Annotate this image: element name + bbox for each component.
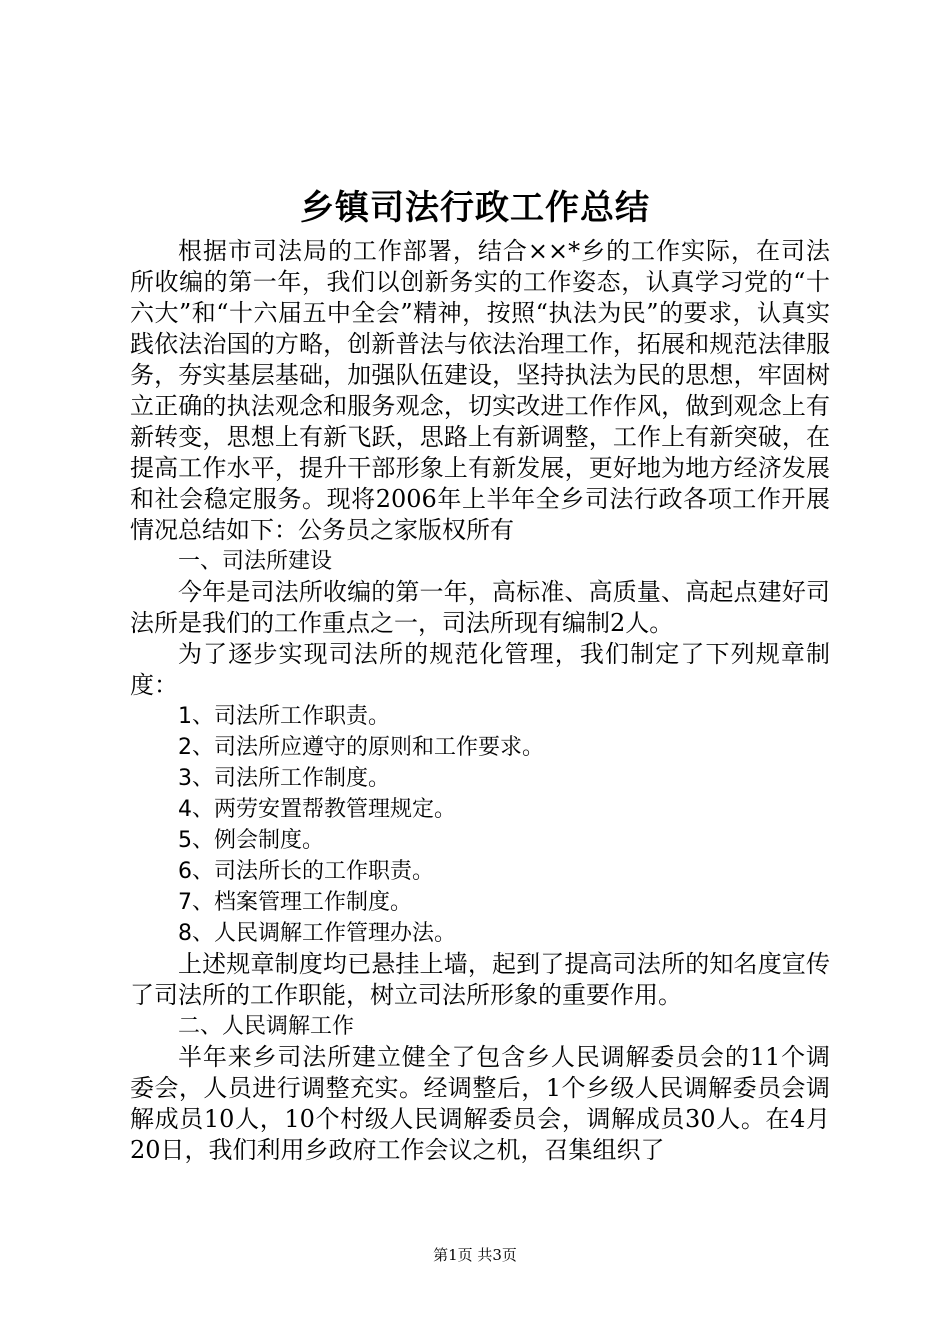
rule-item: 3、司法所工作制度。 — [178, 766, 390, 791]
rule-item: 2、司法所应遵守的原则和工作要求。 — [178, 735, 544, 760]
paragraph-mediation: 半年来乡司法所建立健全了包含乡人民调解委员会的11个调委会，人员进行调整充实。经调整后，1个乡级人民调解委员会调解成员10人，10个村级人民调解委员会，调解成员30人。在4月20日，我们利用乡政府工作会议之机，召集组织了 — [130, 1043, 830, 1164]
rule-item: 4、两劳安置帮教管理规定。 — [178, 797, 456, 822]
page-number-footer: 第1页 共3页 — [433, 1246, 517, 1264]
section-heading-mediation: 二、人民调解工作 — [178, 1014, 355, 1039]
paragraph-office-construction: 今年是司法所收编的第一年，高标准、高质量、高起点建好司法所是我们的工作重点之一，司法所现有编制2人。 — [130, 578, 830, 637]
section-heading-judicial-office: 一、司法所建设 — [178, 549, 333, 574]
rule-item: 8、人民调解工作管理办法。 — [178, 921, 456, 946]
document-body — [130, 236, 830, 1166]
paragraph-rules-summary: 上述规章制度均已悬挂上墙，起到了提高司法所的知名度宣传了司法所的工作职能，树立司法所形象的重要作用。 — [130, 950, 830, 1009]
intro-paragraph: 根据市司法局的工作部署，结合××*乡的工作实际，在司法所收编的第一年，我们以创新务实的工作姿态，认真学习党的“十六大”和“十六届五中全会”精神，按照“执法为民”的要求，认真实践依法治国的方略，创新普法与依法治理工作，拓展和规范法律服务，夯实基层基础，加强队伍建设，坚持执法为民的思想，牢固树立正确的执法观念和服务观念，切实改进工作作风，做到观念上有新转变，思想上有新飞跃，思路上有新调整，工作上有新突破，在提高工作水平，提升干部形象上有新发展，更好地为地方经济发展和社会稳定服务。现将2006年上半年全乡司法行政各项工作开展情况总结如下：公务员之家版权所有 — [130, 237, 830, 544]
rule-item: 6、司法所长的工作职责。 — [178, 859, 434, 884]
rule-item: 7、档案管理工作制度。 — [178, 890, 412, 915]
rule-item: 1、司法所工作职责。 — [178, 704, 390, 729]
rule-item: 5、例会制度。 — [178, 828, 324, 853]
paragraph-rules-intro: 为了逐步实现司法所的规范化管理，我们制定了下列规章制度： — [130, 640, 830, 699]
document-title: 乡镇司法行政工作总结 — [300, 188, 650, 228]
